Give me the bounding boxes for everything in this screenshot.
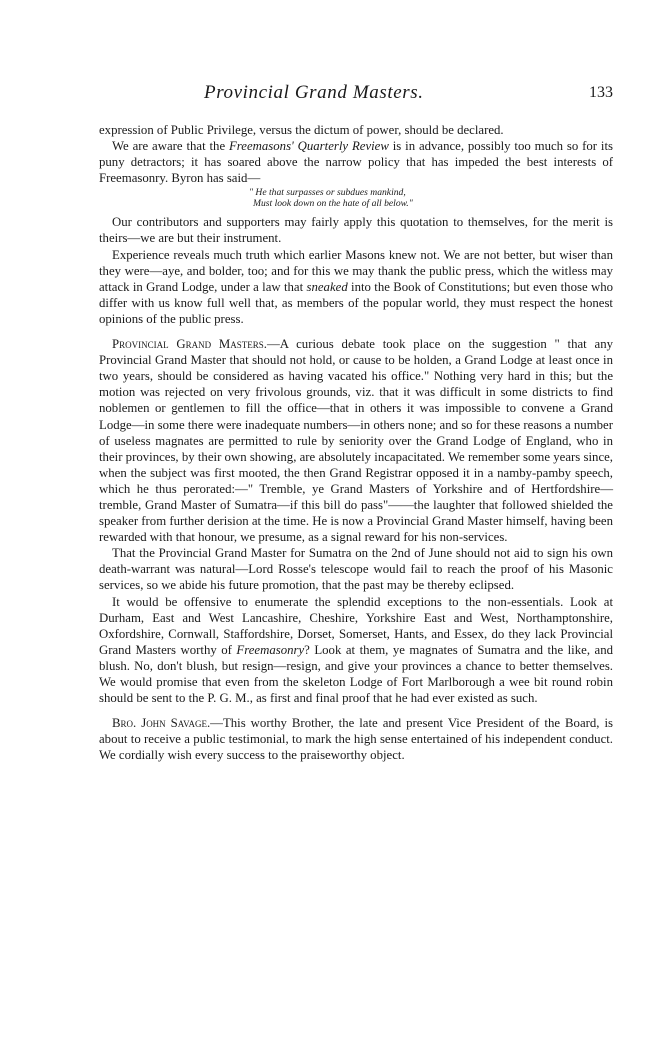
section-heading: Provincial Grand Masters. xyxy=(112,337,267,352)
section-heading: Bro. John Savage. xyxy=(112,716,211,731)
paragraph-quarterly-review: We are aware that the Freemasons' Quarterly Review is in advance, possibly too much so for its puny detractors; it has soared above the narrow policy that has impeded the best interests of Freemasonry. Byron has said— xyxy=(99,139,613,186)
paragraph-john-savage: Bro. John Savage.—This worthy Brother, the late and present Vice President of the Board, is about to receive a public testimonial, to mark the high sense entertained of his independent conduct. We cordially wish every success to the praiseworthy object. xyxy=(99,716,613,763)
running-title: Provincial Grand Masters. xyxy=(204,82,424,103)
italic-word: sneaked xyxy=(306,279,348,294)
italic-word: Freemasonry xyxy=(236,642,305,657)
body-text xyxy=(99,122,613,763)
page-header xyxy=(99,82,613,122)
page-number: 133 xyxy=(589,84,613,101)
paragraph-exceptions: It would be offensive to enumerate the splendid exceptions to the non-essentials. Look at Durham, East and West Lancashire, Cheshire, Yorkshire East and West, Northamptonshire, Oxfordshire, Cornwall, Staffordshire, Dorset, Somerset, Hants, and Essex, do they lack Provincial Grand Masters worthy of Freemasonry? Look at them, ye magnates of Sumatra and the like, and blush. No, don't blush, but resign—resign, and give your provinces a chance to better themselves. We would promise that even from the skeleton Lodge of Fort Marlborough a wee bit round robin should be sent to the P. G. M., as first and final proof that he had ever existed as such. xyxy=(99,594,613,706)
paragraph-experience: Experience reveals much truth which earlier Masons knew not. We are not better, but wiser than they were—aye, and bolder, too; and for this we may thank the public press, which the witless may attack in Grand Lodge, under a law that sneaked into the Book of Constitutions; but even those who differ with us know full well that, as members of the popular world, they must respect the honest opinions of the public press. xyxy=(99,247,613,326)
paragraph-continuation: expression of Public Privilege, versus the dictum of power, should be declared. xyxy=(99,123,504,137)
italic-title: Freemasons' Quarterly Review xyxy=(228,139,389,154)
paragraph-provincial-grand-masters: Provincial Grand Masters.—A curious debate took place on the suggestion " that any Provincial Grand Master that should not hold, or cause to be holden, a Grand Lodge at least once in two years, should be considered as having vacated his office." Nothing very hard in this; but the motion was rejected on very frivolous grounds, viz. that it was difficult in some districts to find noblemen or gentlemen to fill the office—that in others it was impossible to convene a Grand Lodge—in some there were inadequate numbers—in others none; and so for these reasons a number of useless magnates are permitted to rule by seniority over the Grand Lodge of England, who in their provinces, by their own showing, are absolutely incapacitated. We remember some years since, when the subject was first mooted, the then Grand Registrar opposed it in a namby-pamby speech, which he thus perorated:—" Tremble, ye Grand Masters of Yorkshire and of Hertfordshire—tremble, Grand Master of Sumatra—if this bill do pass"——the laughter that followed shielded the speaker from further derision at the time. He is now a Provincial Grand Master himself, having been rewarded with that honour, we presume, as a signal reward for his non-services. xyxy=(99,337,613,545)
byron-quote: " He that surpasses or subdues mankind, Must look down on the hate of all below." xyxy=(249,187,413,210)
paragraph-contributors: Our contributors and supporters may fairly apply this quotation to themselves, for the merit is theirs—we are but their instrument. xyxy=(99,215,613,246)
paragraph-sumatra: That the Provincial Grand Master for Sumatra on the 2nd of June should not aid to sign his own death-warrant was natural—Lord Rosse's telescope would fail to reach the proof of his Masonic services, so we abide his future promotion, that the past may be thereby eclipsed. xyxy=(99,546,613,593)
